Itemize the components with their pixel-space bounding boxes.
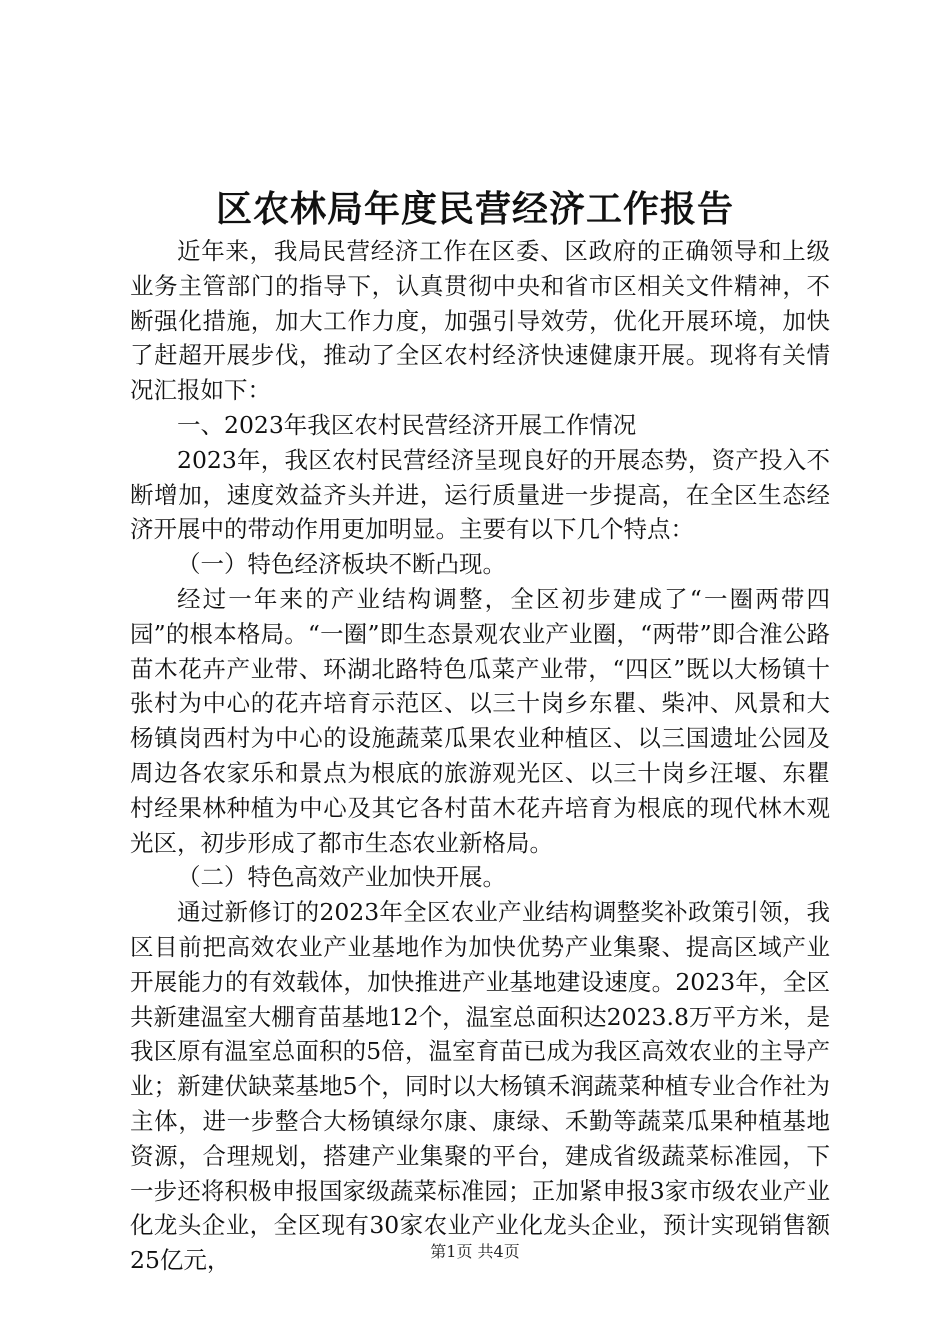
paragraph-intro: 近年来，我局民营经济工作在区委、区政府的正确领导和上级业务主管部门的指导下，认真贯彻中央和省市区相关文件精神，不断强化措施，加大工作力度，加强引导效劳，优化开展环境，加快了赶超开展步伐，推动了全区农村经济快速健康开展。现将有关情况汇报如下： (130, 237, 830, 405)
subsection-heading-1: （一）特色经济板块不断凸现。 (177, 550, 506, 579)
subsection-heading-2: （二）特色高效产业加快开展。 (177, 863, 506, 892)
paragraph-overview: 2023年，我区农村民营经济呈现良好的开展态势，资产投入不断增加，速度效益齐头并进，运行质量进一步提高，在全区生态经济开展中的带动作用更加明显。主要有以下几个特点： (130, 445, 830, 544)
paragraph-efficient-industry: 通过新修订的2023年全区农业产业结构调整奖补政策引领，我区目前把高效农业产业基地作为加快优势产业集聚、提高区域产业开展能力的有效载体，加快推进产业基地建设速度。2023年，全区共新建温室大棚育苗基地12个，温室总面积达2023.8万平方米，是我区原有温室总面积的5倍，温室育苗已成为我区高效农业的主导产业；新建伏缺菜基地5个，同时以大杨镇禾润蔬菜种植专业合作社为主体，进一步整合大杨镇绿尔康、康绿、禾勤等蔬菜瓜果种植基地资源，合理规划，搭建产业集聚的平台，建成省级蔬菜标准园，下一步还将积极申报国家级蔬菜标准园；正加紧申报3家市级农业产业化龙头企业，全区现有30家农业产业化龙头企业，预计实现销售额25亿元， (130, 898, 830, 1275)
document-title: 区农林局年度民营经济工作报告 (215, 188, 734, 230)
paragraph-industry-structure: 经过一年来的产业结构调整，全区初步建成了“一圈两带四园”的根本格局。“一圈”即生态景观农业产业圈，“两带”即合淮公路苗木花卉产业带、环湖北路特色瓜菜产业带，“四区”既以大杨镇十张村为中心的花卉培育示范区、以三十岗乡东瞿、柴冲、风景和大杨镇岗西村为中心的设施蔬菜瓜果农业种植区、以三国遗址公园及周边各农家乐和景点为根底的旅游观光区、以三十岗乡汪堰、东瞿村经果林种植为中心及其它各村苗木花卉培育为根底的现代林木观光区，初步形成了都市生态农业新格局。 (130, 584, 830, 857)
section-heading-1: 一、2023年我区农村民营经济开展工作情况 (177, 410, 637, 439)
document-body (130, 234, 830, 1278)
page-footer: 第1页 共4页 (430, 1242, 520, 1261)
